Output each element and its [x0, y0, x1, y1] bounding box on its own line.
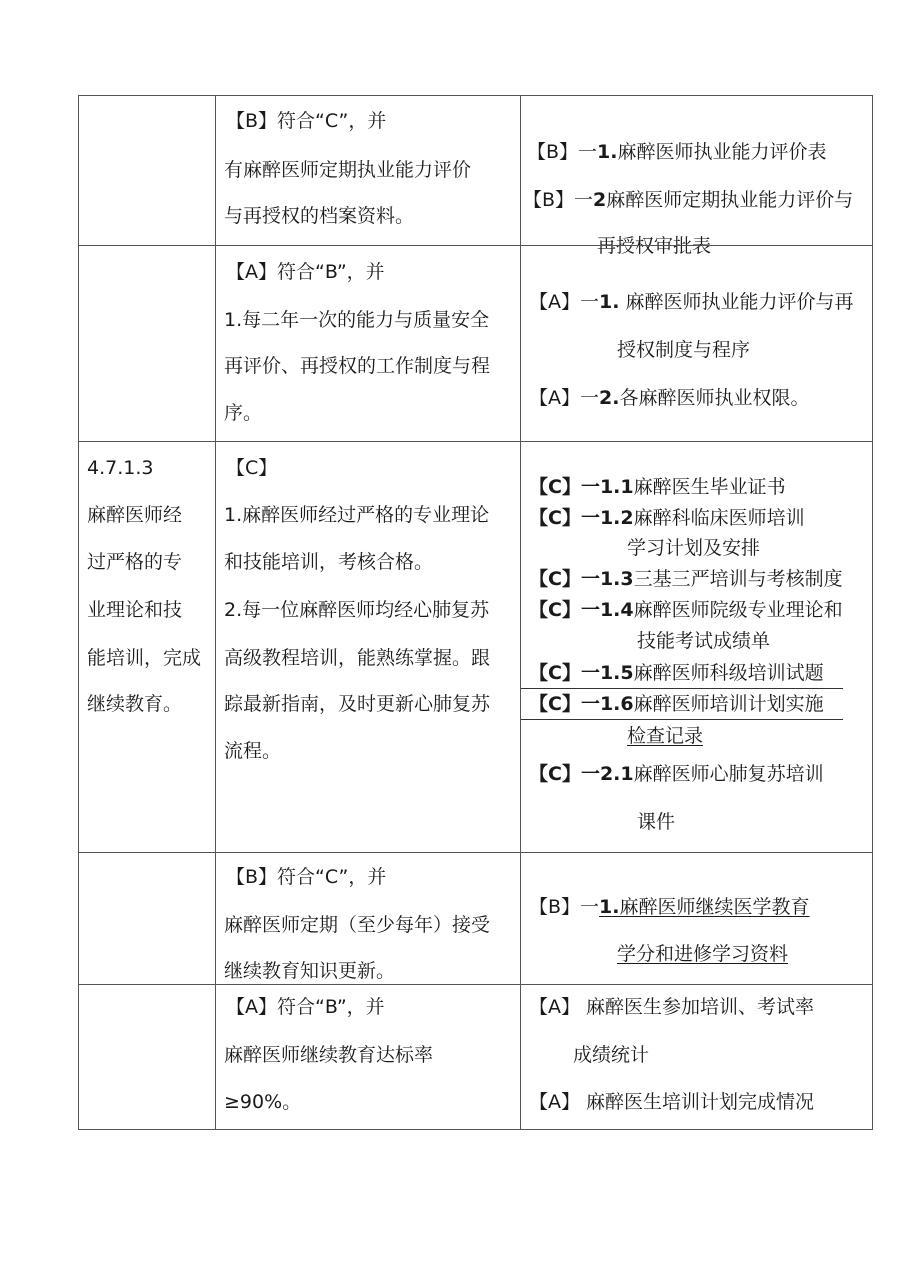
evidence-line: 【C】一2.1麻醉医师心肺复苏培训	[529, 763, 824, 785]
evidence-cell	[521, 853, 873, 984]
clause-cell	[79, 442, 215, 852]
evidence-cell	[521, 96, 873, 257]
standard-line: 再评价、再授权的工作制度与程	[224, 355, 491, 377]
standard-cell	[216, 853, 520, 984]
standard-line: 【B】符合“C”，并	[226, 110, 387, 132]
underline-rule	[521, 719, 843, 720]
evidence-line: 学分和进修学习资料	[617, 943, 789, 965]
evidence-line: 【A】 麻醉医生培训计划完成情况	[529, 1091, 815, 1113]
standard-line: 1.每二年一次的能力与质量安全	[224, 309, 490, 331]
standard-line: 【A】符合“B”，并	[226, 996, 385, 1018]
evidence-line: 学习计划及安排	[627, 537, 761, 559]
evidence-line: 授权制度与程序	[617, 339, 751, 361]
standard-line: 【B】符合“C”，并	[226, 866, 387, 888]
evidence-line: 检查记录	[627, 725, 704, 747]
standard-line: 序。	[224, 402, 263, 424]
standard-line: 踪最新指南，及时更新心肺复苏	[224, 693, 491, 715]
clause-line: 4.7.1.3	[87, 457, 154, 479]
standard-line: 麻醉医师定期（至少每年）接受	[224, 914, 491, 936]
standard-line: 继续教育知识更新。	[224, 960, 396, 982]
standard-cell	[216, 985, 520, 1131]
standard-cell	[216, 442, 520, 852]
clause-cell	[79, 853, 215, 984]
evidence-line: 【A】一2.各麻醉医师执业权限。	[529, 387, 810, 409]
standard-line: 流程。	[224, 740, 282, 762]
clause-cell	[79, 96, 215, 245]
table-row	[79, 96, 872, 257]
table-row	[79, 441, 872, 852]
standard-cell	[216, 246, 520, 441]
evidence-line: 【C】一1.4麻醉医师院级专业理论和	[529, 599, 843, 621]
table-row	[79, 852, 872, 984]
standards-table	[78, 95, 873, 1130]
standard-cell	[216, 96, 520, 245]
table-row	[79, 245, 872, 441]
standard-line: ≥90%。	[224, 1091, 302, 1113]
evidence-line: 【B】一1.麻醉医师执业能力评价表	[527, 141, 827, 163]
clause-cell	[79, 985, 215, 1131]
standard-line: 麻醉医师继续教育达标率	[224, 1044, 434, 1066]
clause-line: 继续教育。	[87, 693, 183, 715]
evidence-line: 再授权审批表	[597, 235, 712, 257]
clause-cell	[79, 246, 215, 441]
evidence-line: 【A】 麻醉医生参加培训、考试率	[529, 996, 815, 1018]
table-row	[79, 984, 872, 1131]
standard-line: 与再授权的档案资料。	[224, 205, 415, 227]
clause-line: 能培训，完成	[87, 647, 202, 669]
evidence-cell	[521, 442, 873, 852]
evidence-line: 【C】一1.1麻醉医生毕业证书	[529, 476, 786, 498]
evidence-line: 课件	[637, 811, 676, 833]
standard-line: 和技能培训，考核合格。	[224, 551, 434, 573]
evidence-line: 【C】一1.3三基三严培训与考核制度	[529, 568, 843, 590]
standard-line: 【C】	[226, 457, 278, 479]
clause-line: 业理论和技	[87, 599, 183, 621]
clause-line: 麻醉医师经	[87, 504, 183, 526]
evidence-line: 【C】一1.5麻醉医师科级培训试题	[529, 662, 824, 684]
evidence-line: 【B】一1.麻醉医师继续医学教育	[529, 896, 810, 918]
evidence-line: 【C】一1.2麻醉科临床医师培训	[529, 507, 805, 529]
evidence-cell	[521, 985, 873, 1131]
evidence-cell	[521, 246, 873, 441]
standard-line: 2.每一位麻醉医师均经心肺复苏	[224, 599, 490, 621]
standard-line: 有麻醉医师定期执业能力评价	[224, 159, 472, 181]
clause-line: 过严格的专	[87, 551, 183, 573]
standard-line: 【A】符合“B”，并	[226, 261, 385, 283]
underline-rule	[521, 688, 843, 689]
evidence-line: 【A】一1. 麻醉医师执业能力评价与再	[529, 291, 854, 313]
standard-line: 1.麻醉医师经过严格的专业理论	[224, 504, 490, 526]
evidence-line: 技能考试成绩单	[637, 630, 771, 652]
evidence-line: 成绩统计	[573, 1044, 650, 1066]
standard-line: 高级教程培训，能熟练掌握。跟	[224, 647, 491, 669]
evidence-line: 【B】一2麻醉医师定期执业能力评价与	[523, 189, 854, 211]
evidence-line: 【C】一1.6麻醉医师培训计划实施	[529, 693, 824, 715]
